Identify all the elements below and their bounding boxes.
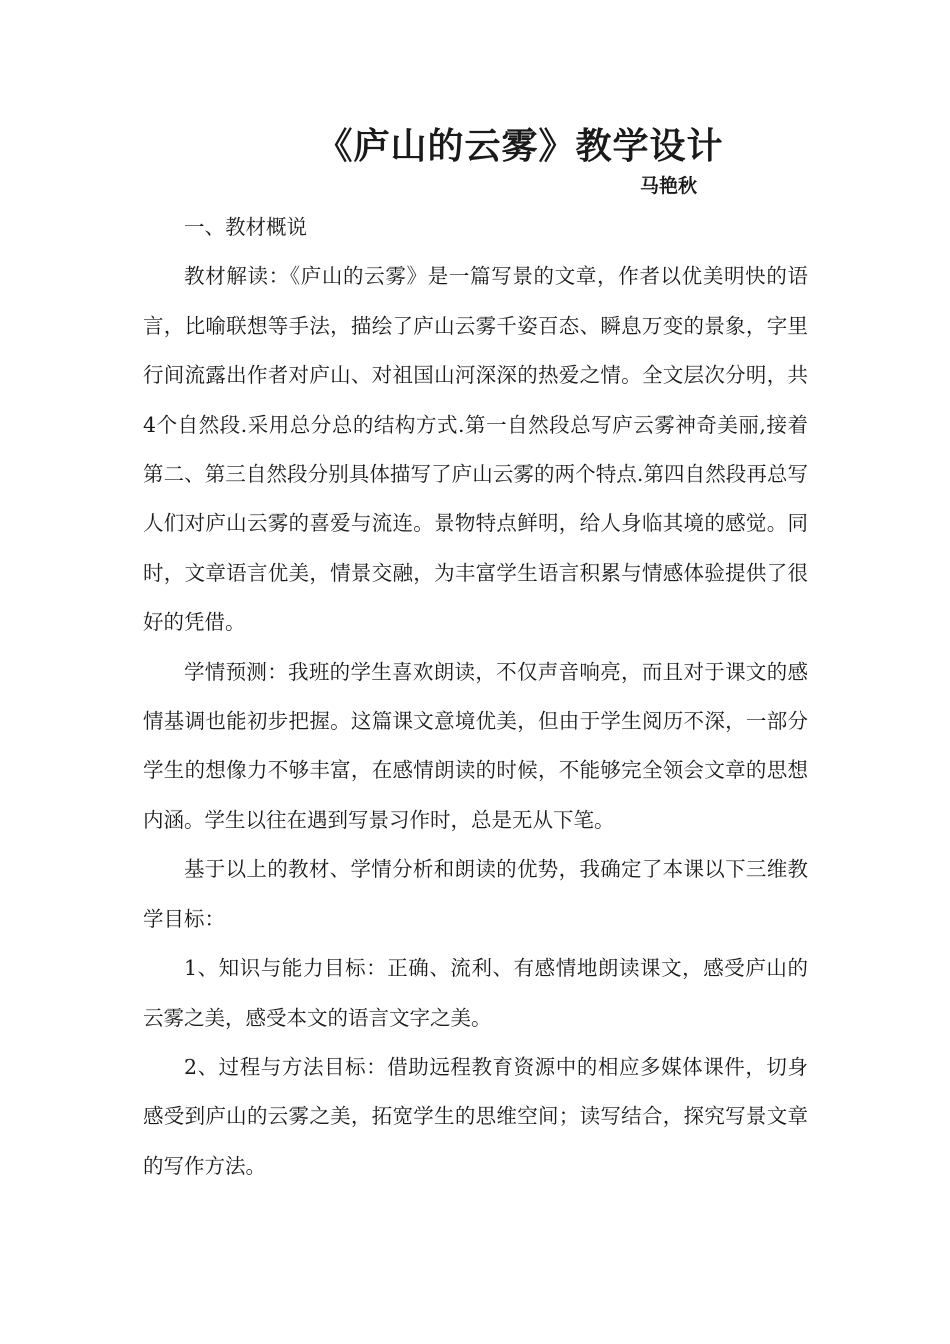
section-heading: 一、教材概说 (184, 215, 307, 239)
paragraph-objective-knowledge: 1、知识与能力目标：正确、流利、有感情地朗读课文，感受庐山的云雾之美，感受本文的语言文字之美。 (143, 956, 808, 1030)
paragraph-student-analysis: 学情预测：我班的学生喜欢朗读，不仅声音响亮，而且对于课文的感情基调也能初步把握。这篇课文意境优美，但由于学生阅历不深，一部分学生的想像力不够丰富，在感情朗读的时候，不能够完全领会文章的思想内涵。学生以往在遇到写景习作时，总是无从下笔。 (143, 659, 808, 832)
author-name: 马艳秋 (640, 175, 698, 197)
paragraph-objectives-intro: 基于以上的教材、学情分析和朗读的优势，我确定了本课以下三维教学目标： (143, 857, 808, 931)
paragraph-textbook-analysis: 教材解读：《庐山的云雾》是一篇写景的文章，作者以优美明快的语言，比喻联想等手法，描绘了庐山云雾千姿百态、瞬息万变的景象，字里行间流露出作者对庐山、对祖国山河深深的热爱之情。全文层次分明，共4个自然段.采用总分总的结构方式.第一自然段总写庐云雾神奇美丽,接着第二、第三自然段分别具体描写了庐山云雾的两个特点.第四自然段再总写人们对庐山云雾的喜爱与流连。景物特点鲜明，给人身临其境的感觉。同时，文章语言优美，情景交融，为丰富学生语言积累与情感体验提供了很好的凭借。 (143, 264, 808, 635)
paragraph-objective-process: 2、过程与方法目标：借助远程教育资源中的相应多媒体课件，切身感受到庐山的云雾之美，拓宽学生的思维空间；读写结合，探究写景文章的写作方法。 (143, 1054, 808, 1178)
document-title: 《庐山的云雾》教学设计 (316, 125, 724, 167)
document-body (143, 203, 808, 1191)
